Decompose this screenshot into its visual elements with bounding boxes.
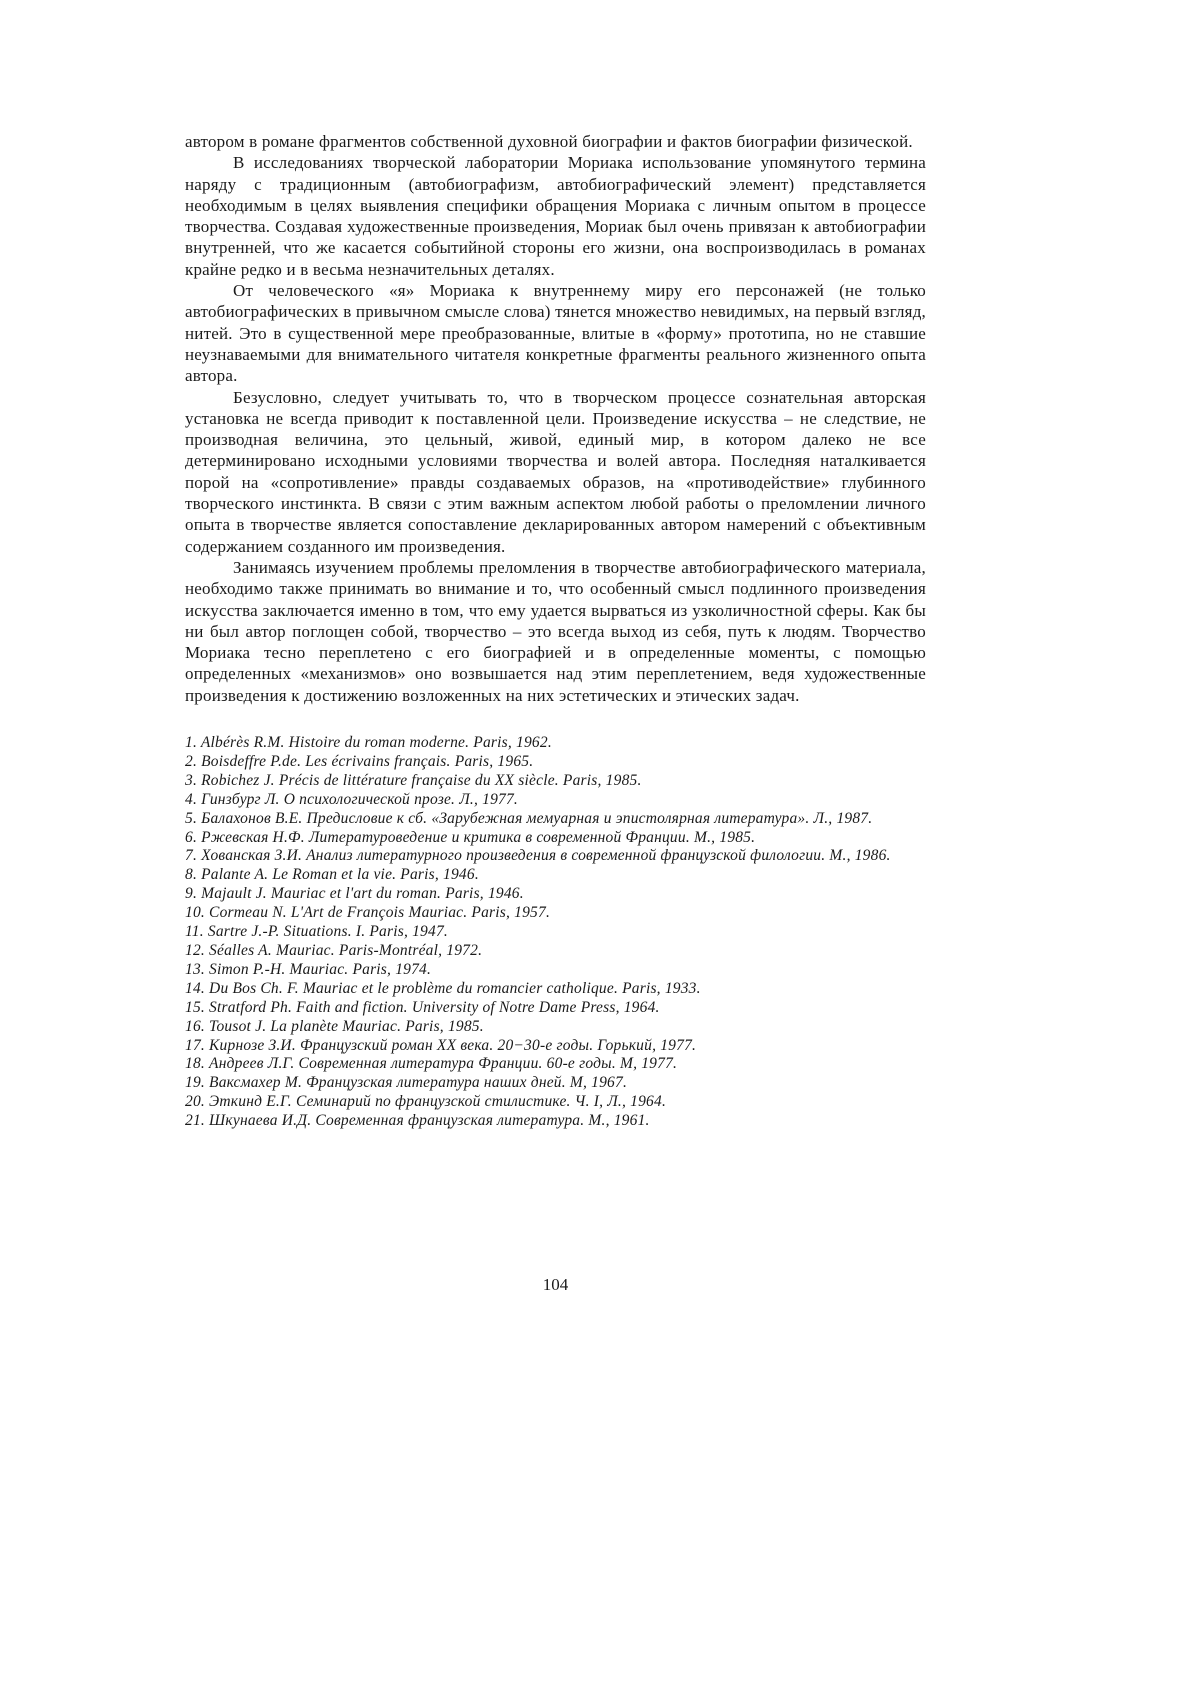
- paragraph: Безусловно, следует учитывать то, что в творческом процессе сознательная авторская установка не всегда приводит к поставленной цели. Произведение искусства – не следствие, не производная величина, это цельный, живой, единый мир, в котором далеко не все детерминировано исходными условиями творчества и волей автора. Последняя наталкивается порой на «сопротивление» правды создаваемых образов, на «противодействие» глубинного творческого инстинкта. В связи с этим важным аспектом любой работы о преломлении личного опыта в творчестве является сопоставление декларированных автором намерений с объективным содержанием созданного им произведения.: [185, 387, 926, 556]
- reference-item: 13. Simon P.-H. Mauriac. Paris, 1974.: [185, 960, 432, 978]
- reference-item: 3. Robichez J. Précis de littérature française du XX siècle. Paris, 1985.: [185, 771, 642, 789]
- body-text: [185, 131, 926, 706]
- reference-item: 20. Эткинд Е.Г. Семинарий по французской стилистике. Ч. I, Л., 1964.: [185, 1093, 667, 1111]
- reference-item: 10. Cormeau N. L'Art de François Mauriac. Paris, 1957.: [185, 904, 551, 922]
- reference-item: 16. Tousot J. La planète Mauriac. Paris, 1985.: [185, 1017, 484, 1035]
- reference-item: 19. Ваксмахер М. Французская литература наших дней. М, 1967.: [185, 1074, 628, 1092]
- reference-item: 18. Андреев Л.Г. Современная литература Франции. 60-е годы. М, 1977.: [185, 1055, 678, 1073]
- reference-item: 15. Stratford Ph. Faith and fiction. University of Notre Dame Press, 1964.: [185, 998, 660, 1016]
- reference-item: 21. Шкунаева И.Д. Современная французская литература. М., 1961.: [185, 1112, 650, 1130]
- reference-item: 11. Sartre J.-P. Situations. I. Paris, 1947.: [185, 923, 448, 941]
- reference-item: 5. Балахонов В.Е. Предисловие к сб. «Зарубежная мемуарная и эпистолярная литература». Л., 1987.: [185, 809, 873, 827]
- reference-item: 8. Palante A. Le Roman et la vie. Paris, 1946.: [185, 866, 479, 884]
- reference-item: 17. Кирнозе З.И. Французский роман XX века. 20−30-е годы. Горький, 1977.: [185, 1036, 697, 1054]
- reference-item: 4. Гинзбург Л. О психологической прозе. Л., 1977.: [185, 790, 518, 808]
- paragraph: Занимаясь изучением проблемы преломления в творчестве автобиографического материала, необходимо также принимать во внимание и то, что особенный смысл подлинного произведения искусства заключается именно в том, что ему удается вырваться из узколичностной сферы. Как бы ни был автор поглощен собой, творчество – это всегда выход из себя, путь к людям. Творчество Мориака тесно переплетено с его биографией и в определенные моменты, с помощью определенных «механизмов» оно возвышается над этим переплетением, ведя художественные произведения к достижению возложенных на них эстетических и этических задач.: [185, 557, 926, 705]
- reference-item: 6. Ржевская Н.Ф. Литературоведение и критика в современной Франции. М., 1985.: [185, 828, 756, 846]
- page-number: 104: [542, 1275, 569, 1294]
- reference-item: 1. Albérès R.M. Histoire du roman moderne. Paris, 1962.: [185, 734, 552, 752]
- paragraph: автором в романе фрагментов собственной духовной биографии и фактов биографии физической.: [185, 132, 913, 151]
- reference-item: 14. Du Bos Ch. F. Mauriac et le problème du romancier catholique. Paris, 1933.: [185, 979, 701, 997]
- reference-item: 7. Хованская З.И. Анализ литературного произведения в современной французской филологии. М., 1986.: [185, 847, 891, 865]
- paragraph: В исследованиях творческой лаборатории Мориака использование упомянутого термина наряду с традиционным (автобиографизм, автобиографический элемент) представляется необходимым в целях выявления специфики обращения Мориака с личным опытом в процессе творчества. Создавая художественные произведения, Мориак был очень привязан к автобиографии внутренней, что же касается событийной стороны его жизни, она воспроизводилась в романах крайне редко и в весьма незначительных деталях.: [185, 153, 926, 279]
- reference-item: 12. Séalles A. Mauriac. Paris-Montréal, 1972.: [185, 941, 483, 959]
- reference-item: 2. Boisdeffre P.de. Les écrivains français. Paris, 1965.: [185, 752, 534, 770]
- reference-item: 9. Majault J. Mauriac et l'art du roman. Paris, 1946.: [185, 885, 524, 903]
- reference-list: [185, 734, 926, 1131]
- text-block: [185, 131, 926, 1131]
- paragraph: От человеческого «я» Мориака к внутреннему миру его персонажей (не только автобиографических в привычном смысле слова) тянется множество невидимых, на первый взгляд, нитей. Это в существенной мере преобразованные, влитые в «форму» прототипа, но не ставшие неузнаваемыми для внимательного читателя конкретные фрагменты реального жизненного опыта автора.: [185, 281, 926, 386]
